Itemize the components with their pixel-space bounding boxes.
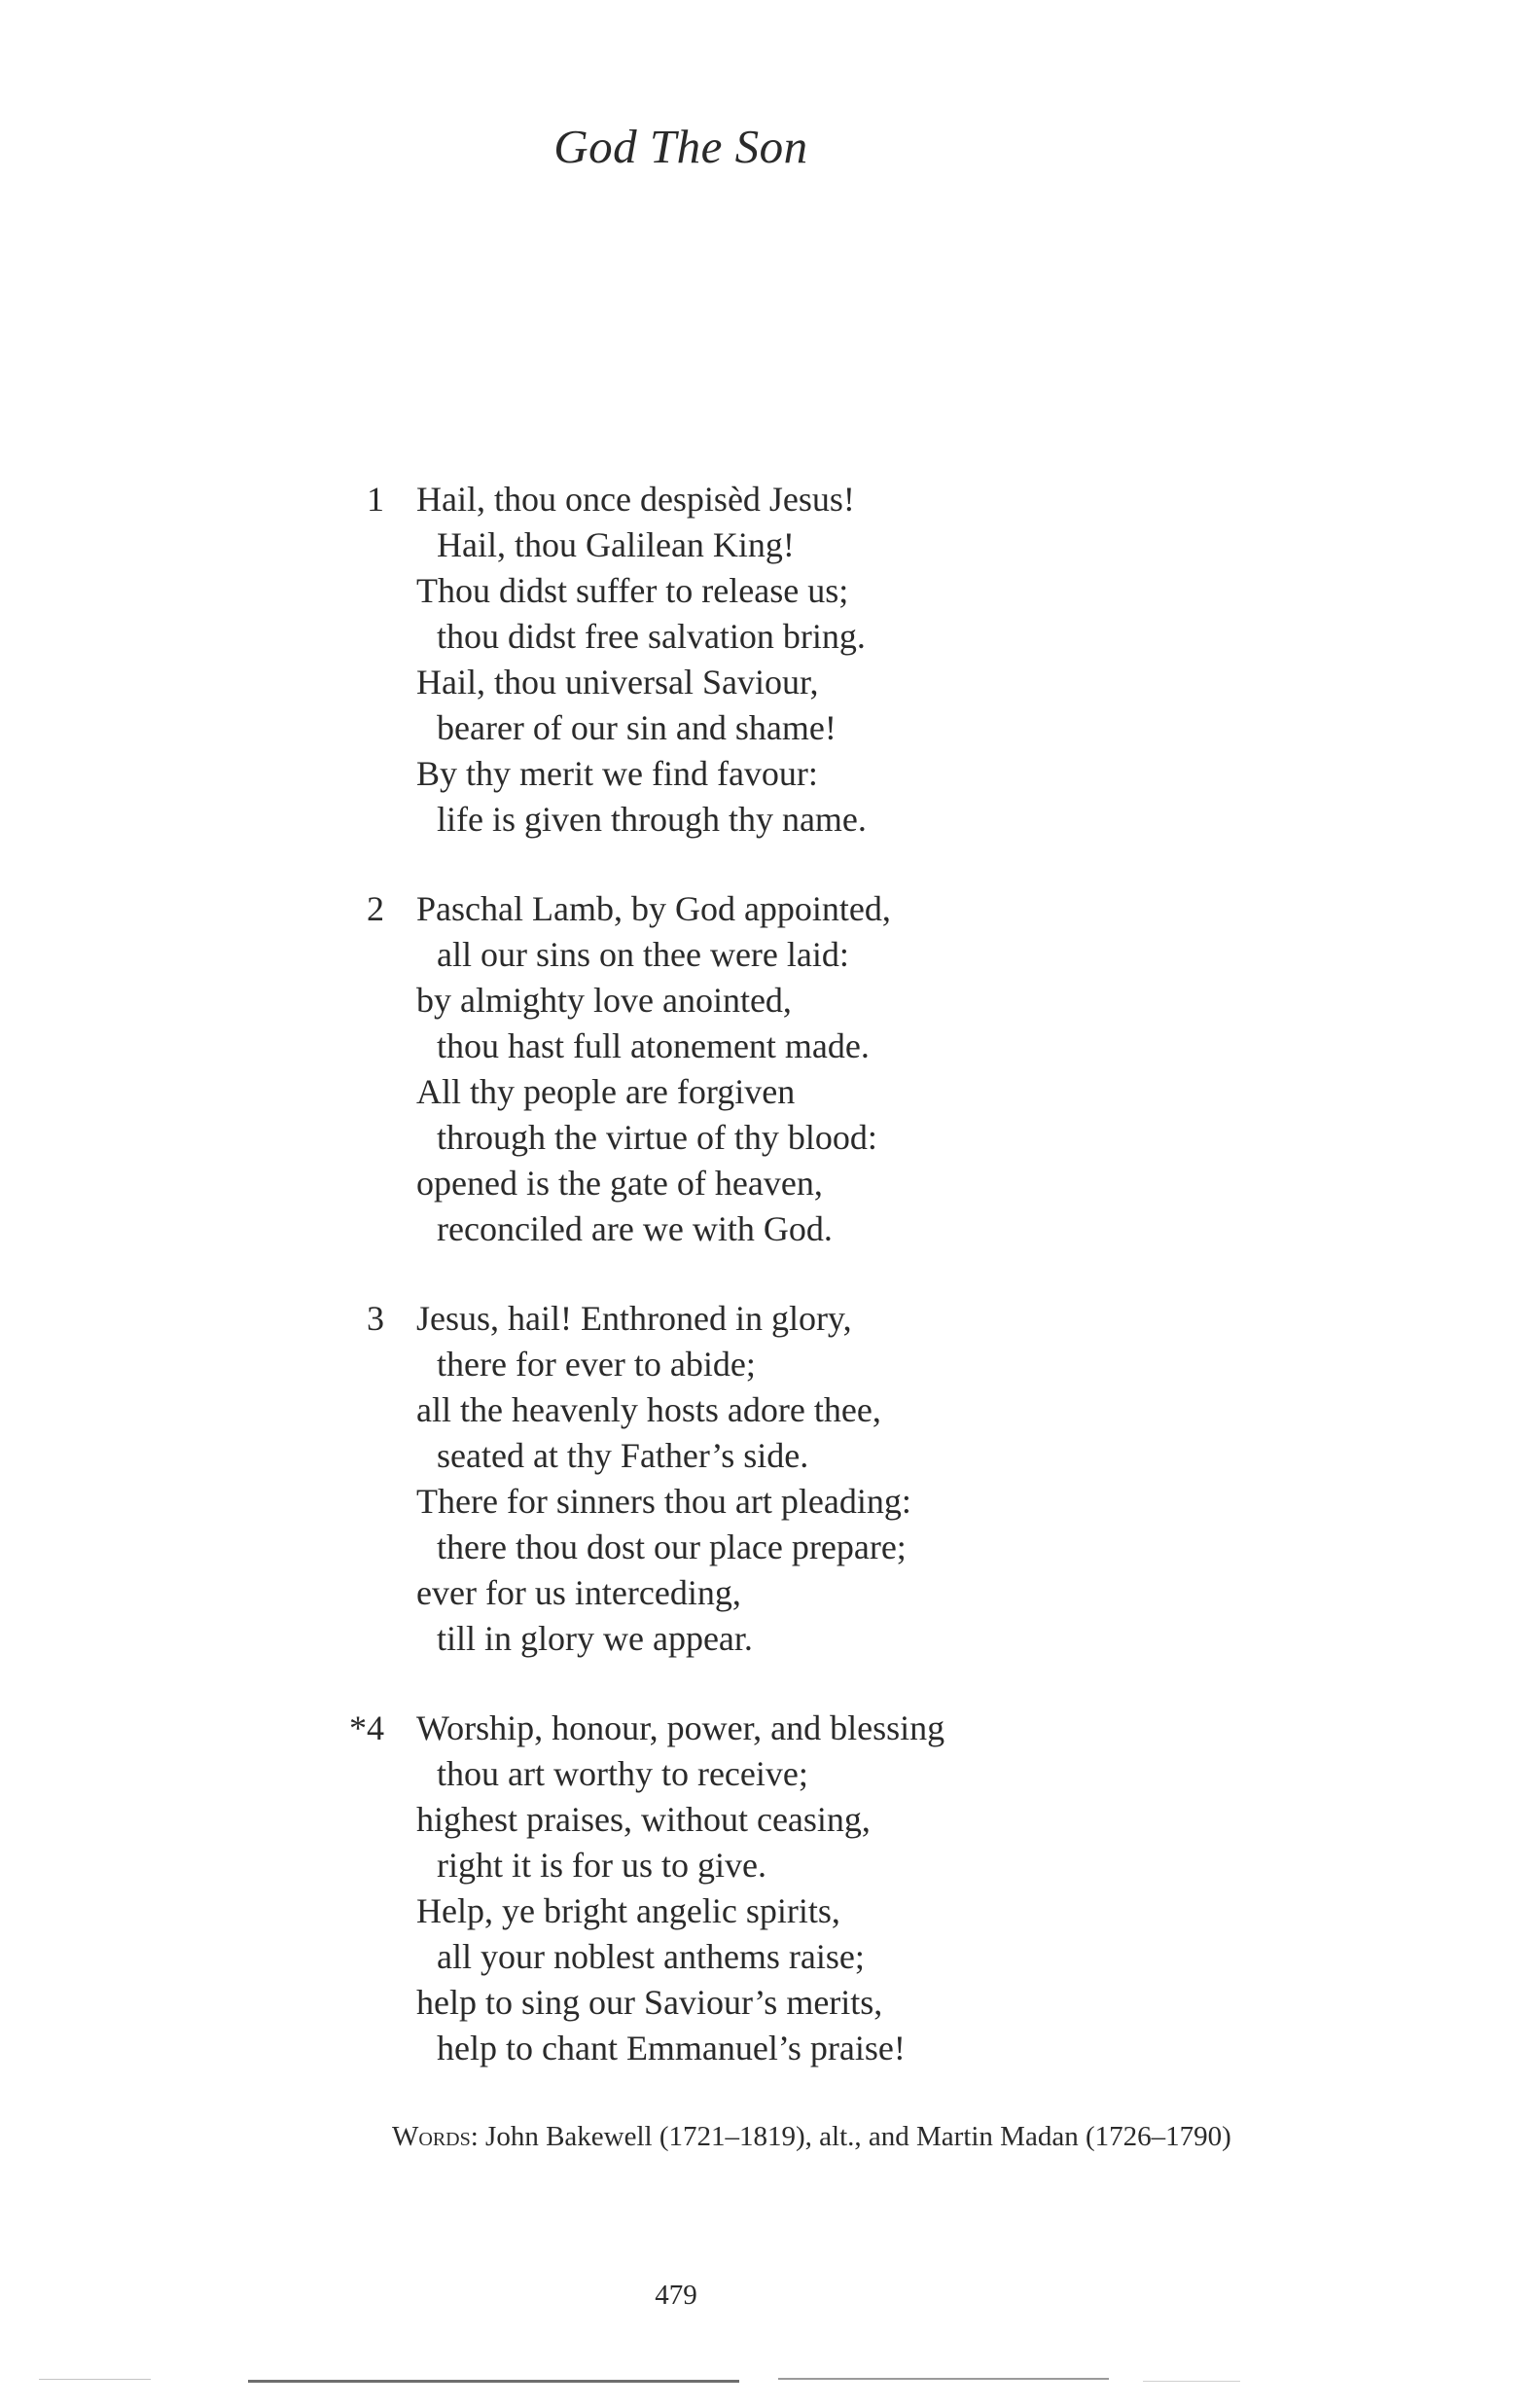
verse-line: all our sins on thee were laid: (437, 935, 849, 974)
verse-line: Hail, thou Galilean King! (437, 525, 795, 564)
verse-line: highest praises, without ceasing, (416, 1800, 871, 1839)
verse-line: By thy merit we find favour: (416, 754, 818, 793)
verse-lines (416, 1706, 944, 2071)
verse-lines (416, 886, 891, 1252)
verse-line: Thou didst suffer to release us; (416, 571, 849, 610)
words-credit (392, 2121, 1231, 2153)
bottom-rule-far-right (1143, 2381, 1240, 2382)
verse-line: through the virtue of thy blood: (437, 1118, 877, 1157)
words-credit-text: John Bakewell (1721–1819), alt., and Martin Madan (1726–1790) (485, 2121, 1231, 2152)
verse-line: there for ever to abide; (437, 1345, 756, 1384)
verse-line: bearer of our sin and shame! (437, 708, 837, 747)
verse-number: 3 (367, 1299, 384, 1338)
verse-line: Paschal Lamb, by God appointed, (416, 889, 891, 928)
verse-line: Hail, thou once despisèd Jesus! (416, 480, 855, 519)
verse-line: right it is for us to give. (437, 1846, 766, 1885)
bottom-rule-main (248, 2380, 739, 2383)
verse-line: seated at thy Father’s side. (437, 1436, 809, 1475)
verse-line: help to chant Emmanuel’s praise! (437, 2029, 906, 2067)
verse-line: there thou dost our place prepare; (437, 1527, 907, 1566)
verse-line: Jesus, hail! Enthroned in glory, (416, 1299, 852, 1338)
verse-line: Worship, honour, power, and blessing (416, 1708, 945, 1747)
page-title: God The Son (553, 120, 808, 173)
verse-line: There for sinners thou art pleading: (416, 1482, 911, 1521)
verse-lines (416, 477, 867, 843)
verse-line: Hail, thou universal Saviour, (416, 663, 819, 701)
page-number: 479 (655, 2280, 697, 2311)
verse-line: reconciled are we with God. (437, 1209, 833, 1248)
verse-number: *4 (349, 1708, 384, 1747)
verse-line: Help, ye bright angelic spirits, (416, 1891, 840, 1930)
verse-number: 2 (367, 889, 384, 928)
verse-line: All thy people are forgiven (416, 1072, 796, 1111)
bottom-rule-right (778, 2378, 1109, 2380)
verse-line: all the heavenly hosts adore thee, (416, 1390, 881, 1429)
verse-line: by almighty love anointed, (416, 981, 792, 1020)
verse-line: till in glory we appear. (437, 1619, 753, 1658)
words-credit-label: Words: (392, 2121, 479, 2152)
verse-line: opened is the gate of heaven, (416, 1164, 823, 1203)
verse-line: help to sing our Saviour’s merits, (416, 1983, 883, 2022)
verse-line: thou hast full atonement made. (437, 1026, 870, 1065)
verse-line: ever for us interceding, (416, 1573, 741, 1612)
verse-line: thou didst free salvation bring. (437, 617, 866, 656)
verse-line: all your noblest anthems raise; (437, 1937, 865, 1976)
bottom-rule-left (39, 2379, 151, 2380)
verse-lines (416, 1296, 911, 1662)
verse-line: thou art worthy to receive; (437, 1754, 808, 1793)
verse-line: life is given through thy name. (437, 800, 867, 839)
verse-number: 1 (367, 480, 384, 519)
